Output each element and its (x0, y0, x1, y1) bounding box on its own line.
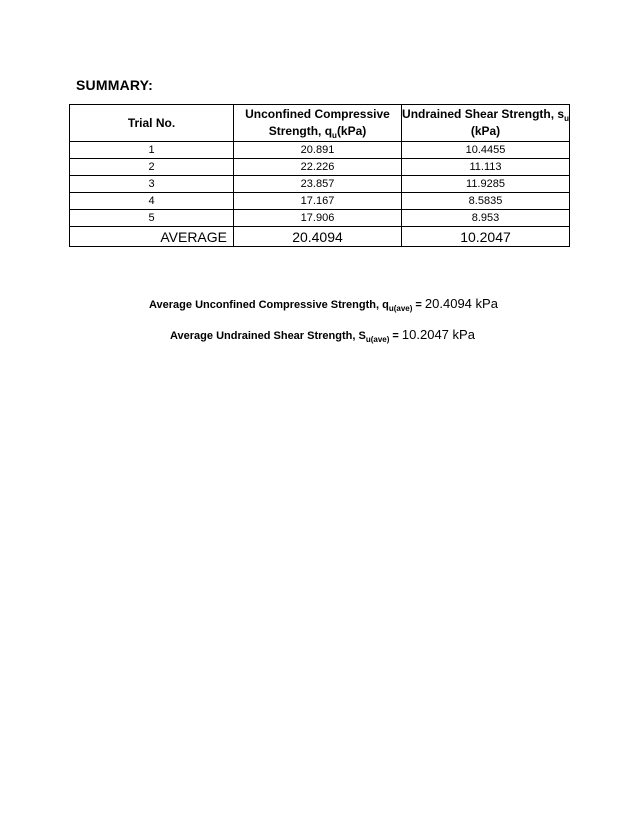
cell-su: 11.113 (402, 159, 570, 176)
cell-trial: 4 (70, 193, 234, 210)
average-qu-value: 20.4094 kPa (424, 296, 498, 311)
summary-heading: SUMMARY: (76, 77, 154, 93)
average-qu-label: Average Unconfined Compressive Strength, q (149, 299, 389, 311)
header-qu-label: Unconfined Compressive Strength, q (245, 107, 390, 138)
average-row (70, 227, 570, 247)
table-row (70, 193, 570, 210)
cell-qu: 17.906 (234, 210, 402, 227)
header-trial-label: Trial No. (127, 115, 176, 130)
average-su-value: 10.2047 kPa (401, 327, 475, 342)
cell-su: 11.9285 (402, 176, 570, 193)
cell-qu: 17.167 (234, 193, 402, 210)
average-su-equals: = (389, 330, 402, 342)
average-su: 10.2047 (402, 227, 570, 247)
cell-trial: 5 (70, 210, 234, 227)
cell-qu: 22.226 (234, 159, 402, 176)
cell-qu: 20.891 (234, 142, 402, 159)
table-row (70, 142, 570, 159)
average-su-label: Average Undrained Shear Strength, S (170, 330, 366, 342)
header-qu-subscript: u (332, 131, 337, 140)
cell-su: 10.4455 (402, 142, 570, 159)
cell-su: 8.5835 (402, 193, 570, 210)
average-su-subscript: u(ave) (365, 335, 390, 344)
cell-qu: 23.857 (234, 176, 402, 193)
average-label: AVERAGE (70, 227, 234, 247)
table-row (70, 210, 570, 227)
header-trial-no (70, 105, 234, 142)
header-qu-unit: (kPa) (336, 124, 367, 138)
cell-trial: 1 (70, 142, 234, 159)
average-qu-equals: = (412, 299, 425, 311)
table-row (70, 159, 570, 176)
header-unconfined-compressive-strength (234, 105, 402, 142)
cell-su: 8.953 (402, 210, 570, 227)
header-su-label: Undrained Shear Strength, s (402, 107, 565, 121)
average-qu-subscript: u(ave) (388, 304, 413, 313)
average-su-result (170, 327, 475, 342)
header-su-subscript: u (564, 114, 569, 123)
header-su-unit: (kPa) (470, 124, 501, 138)
table-row (70, 176, 570, 193)
header-undrained-shear-strength (402, 105, 570, 142)
average-qu: 20.4094 (234, 227, 402, 247)
summary-table (69, 104, 570, 247)
table-header-row (70, 105, 570, 142)
average-qu-result (149, 296, 498, 311)
cell-trial: 2 (70, 159, 234, 176)
cell-trial: 3 (70, 176, 234, 193)
